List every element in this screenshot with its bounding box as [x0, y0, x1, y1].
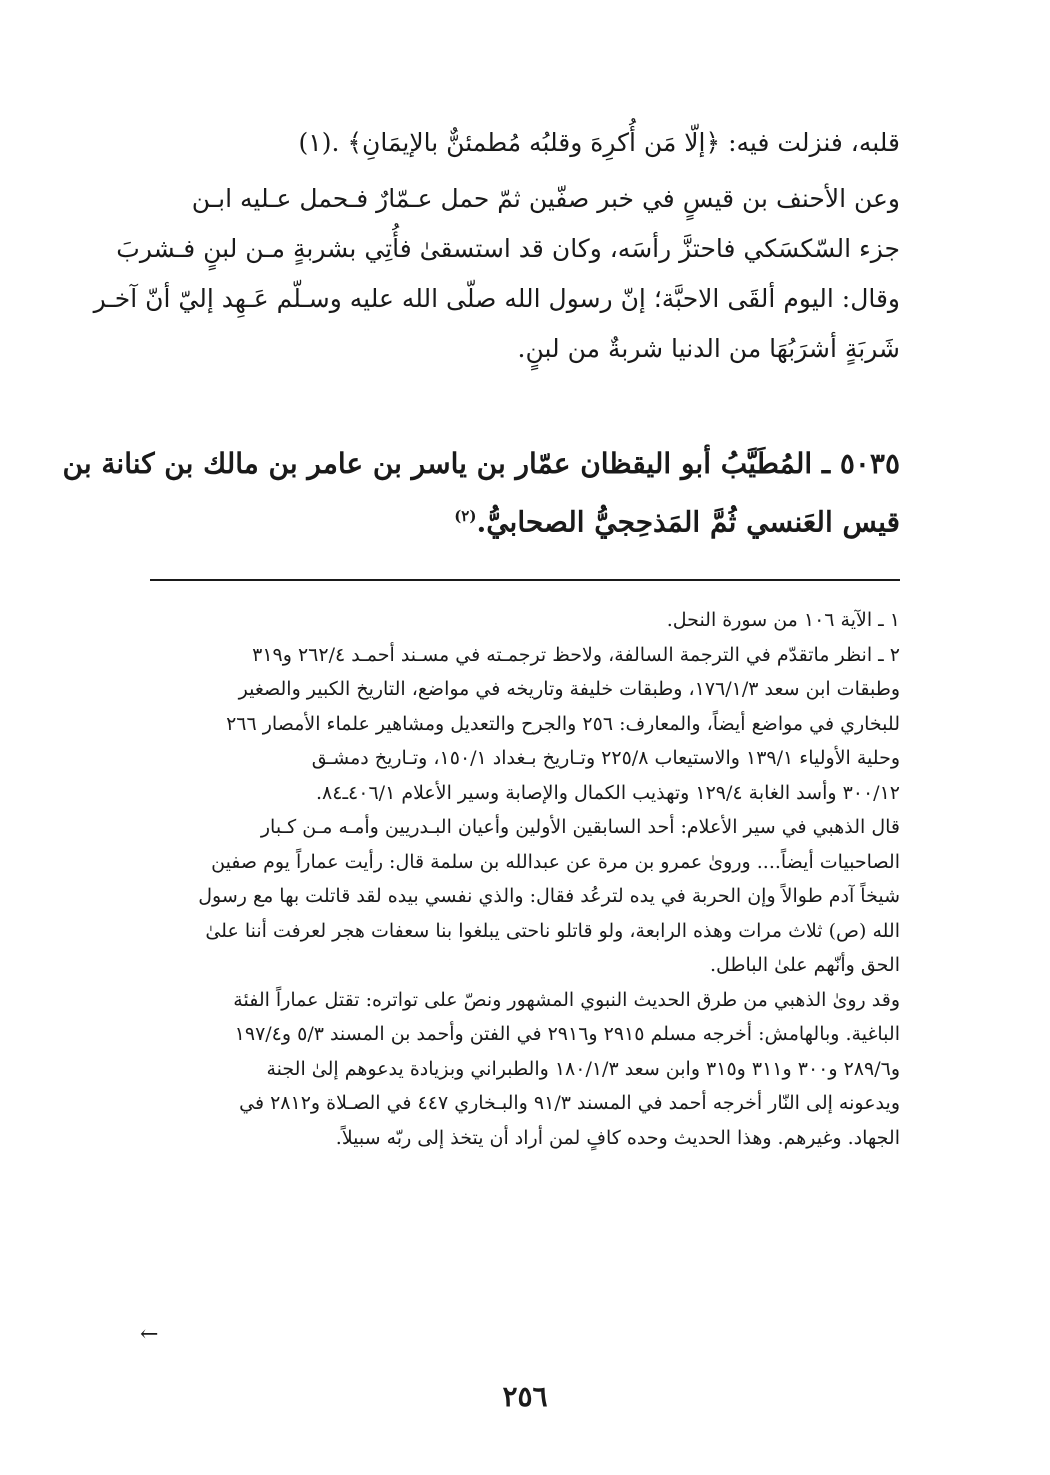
heading-line-1: ٥٠٣٥ ـ المُطَيَّبُ أبو اليقظان عمّار بن ياسر بن عامر بن مالك بن كنانة بن — [62, 447, 900, 480]
footnote-line: ويدعونه إلى النّار أخرجه أحمد في المسند ٩١/٣ والبـخاري ٤٤٧ في الصـلاة و٢٨١٢ في — [239, 1092, 900, 1114]
footnote-line: وحلية الأولياء ١٣٩/١ والاستيعاب ٢٢٥/٨ وتـاريخ بـغداد ١٥٠/١، وتـاريخ دمشـق — [311, 747, 900, 769]
heading-line-2-text: قيس العَنسي ثُمَّ المَذحِجيُّ الصحابيُّ. — [476, 505, 900, 539]
footnote-line: ١ ـ الآية ١٠٦ من سورة النحل. — [666, 609, 900, 631]
footnote-line: ٣٠٠/١٢ وأسد الغابة ١٢٩/٤ وتهذيب الكمال والإصابة وسير الأعلام ٤٠٦/١ـ٨٤. — [316, 781, 900, 804]
footnote-line: وقد روىٰ الذهبي من طرق الحديث النبوي المشهور ونصّ على تواتره: تقتل عماراً الفئة — [233, 988, 900, 1011]
body-para-line: شَربَةٍ أشرَبُهَا من الدنيا شربةٌ من لبنٍ. — [517, 334, 900, 363]
continuation-arrow-icon: ← — [140, 1322, 159, 1347]
entry-heading — [62, 438, 900, 548]
footnotes — [148, 603, 900, 1155]
body-text — [148, 118, 900, 168]
footnote-line: قال الذهبي في سير الأعلام: أحد السابقين الأولين وأعيان البـدريين وأمـه مـن كـبار — [260, 816, 900, 838]
footnote-line: وطبقات ابن سعد ١٧٦/١/٣، وطبقات خليفة وتاريخه في مواضع، التاريخ الكبير والصغير — [238, 678, 900, 700]
footnote-separator — [150, 579, 900, 581]
body-para-line: جزء السّكسَكي فاحتزَّ رأسَه، وكان قد استسقىٰ فأُتِي بشربةٍ مـن لبنٍ فـشربَ — [116, 234, 900, 263]
footnote-line: الجهاد. وغيرهم. وهذا الحديث وحده كافٍ لمن أراد أن يتخذ إلى ربّه سبيلاً. — [335, 1126, 900, 1149]
footnote-line: الحق وأنّهم علىٰ الباطل. — [709, 954, 900, 976]
footnote-ref: (٢) — [454, 507, 477, 525]
body-para-line: وعن الأحنف بن قيسٍ في خبر صفّين ثمّ حمل عـمّارٌ فـحمل عـليه ابـن — [191, 184, 900, 213]
heading-line-2 — [148, 490, 900, 548]
page-number: ٢٥٦ — [502, 1380, 548, 1413]
footnote-line: الباغية. وبالهامش: أخرجه مسلم ٢٩١٥ و٢٩١٦ في الفتن وأحمد بن المسند ٥/٣ و١٩٧/٤ — [234, 1023, 900, 1045]
footnote-line: و٢٨٩/٦ و٣٠٠ و٣١١ و٣١٥ وابن سعد ١٨٠/١/٣ والطبراني وبزيادة يدعوهم إلىٰ الجنة — [266, 1057, 900, 1080]
footnote-line: شيخاً آدم طوالاً وإن الحربة في يده لترعُد فقال: والذي نفسي بيده لقد قاتلت بها مع رسول — [198, 885, 900, 907]
body-paragraph — [93, 174, 900, 374]
footnote-line: للبخاري في مواضع أيضاً، والمعارف: ٢٥٦ والجرح والتعديل ومشاهير علماء الأمصار ٢٦٦ — [226, 712, 900, 735]
body-line-1: قلبه، فنزلت فيه: ﴿إلّا مَن أُكرِهَ وقلبُه مُطمئنٌّ بالإيمَانِ﴾ .(١) — [298, 128, 900, 157]
footnote-line: ٢ ـ انظر ماتقدّم في الترجمة السالفة، ولاحظ ترجمـته في مسـند أحمـد ٢٦٢/٤ و٣١٩ — [252, 643, 900, 666]
footnote-line: الله (ص) ثلاث مرات وهذه الرابعة، ولو قاتلو ناحتى يبلغوا بنا سعفات هجر لعرفت أننا علىٰ — [205, 919, 900, 942]
footnote-line: الصاحبيات أيضاً.... وروىٰ عمرو بن مرة عن عبدالله بن سلمة قال: رأيت عماراً يوم صفين — [211, 850, 900, 873]
body-para-line: وقال: اليوم ألقَى الاحبَّة؛ إنّ رسول الله صلّى الله عليه وسـلّم عَـهِد إليّ أنّ آخـر — [93, 284, 900, 313]
